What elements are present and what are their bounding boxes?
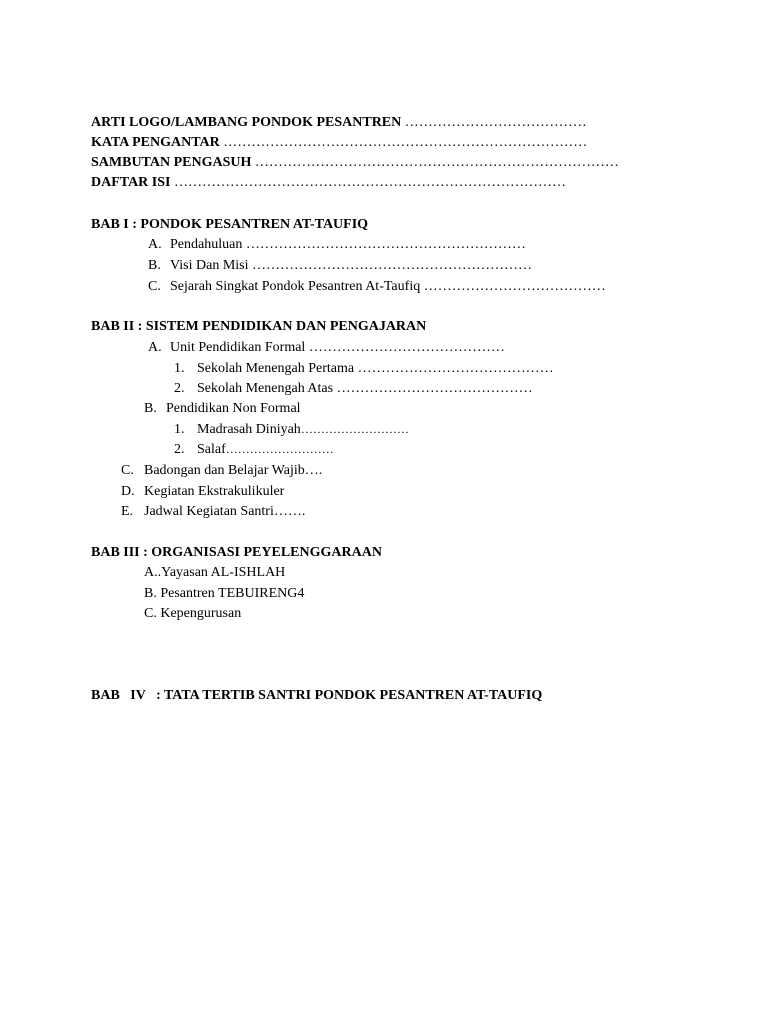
toc-entry-salaf [174, 443, 334, 457]
list-marker: 1. [174, 361, 185, 376]
chapter-heading-bab-4: BAB IV : TATA TERTIB SANTRI PONDOK PESANTREN AT-TAUFIQ [91, 688, 543, 703]
toc-entry-unit-formal [148, 341, 505, 355]
toc-entry-label: DAFTAR ISI [91, 175, 171, 190]
toc-dot-leader: ………………………………… [404, 115, 587, 130]
toc-entry-tebuireng: B. Pesantren TEBUIRENG4 [144, 586, 305, 601]
list-marker: C. [121, 463, 134, 478]
toc-entry-label: Pendidikan Non Formal [166, 401, 301, 416]
toc-entry-badongan [121, 464, 322, 478]
toc-entry-sejarah [148, 280, 606, 294]
toc-entry-label: Jadwal Kegiatan Santri [144, 504, 274, 519]
chapter-heading-bab-2: BAB II : SISTEM PENDIDIKAN DAN PENGAJARAN [91, 319, 427, 334]
toc-dot-leader: …………………………………… [308, 340, 505, 355]
toc-entry-pendahuluan [148, 238, 526, 252]
toc-entry-label: Visi Dan Misi [170, 258, 249, 273]
toc-dot-leader: ……………………… [225, 442, 334, 456]
toc-entry-label: Sekolah Menengah Atas [197, 381, 334, 396]
toc-dot-leader: …………………………………………………… [252, 258, 532, 273]
list-marker: A. [148, 340, 162, 355]
list-marker: B. [148, 258, 161, 273]
toc-entry-sma [174, 382, 533, 396]
toc-entry-visi-misi [148, 259, 532, 273]
toc-entry-ekstrakulikuler [121, 485, 284, 499]
toc-entry-yayasan: A..Yayasan AL-ISHLAH [144, 565, 286, 580]
toc-entry-label: Sejarah Singkat Pondok Pesantren At-Taufiq [170, 279, 421, 294]
toc-dot-leader: …………………………………………………………………… [254, 155, 619, 170]
chapter-heading-bab-1: BAB I : PONDOK PESANTREN AT-TAUFIQ [91, 217, 369, 232]
toc-dot-leader: …………………………………… [336, 381, 533, 396]
toc-entry-label: Salaf [197, 442, 226, 457]
toc-entry-label: Sekolah Menengah Pertama [197, 361, 355, 376]
toc-dot-leader: …………………………………………………… [245, 237, 526, 252]
toc-entry-label: SAMBUTAN PENGASUH [91, 155, 252, 170]
toc-entry-madrasah [174, 423, 409, 437]
toc-entry-label: Unit Pendidikan Formal [170, 340, 306, 355]
chapter-heading-bab-3: BAB III : ORGANISASI PEYELENGGARAAN [91, 545, 382, 560]
toc-entry-sambutan [91, 156, 619, 170]
toc-dot-leader: ……………………… [300, 422, 409, 436]
list-marker: 2. [174, 381, 185, 396]
toc-entry-label: Kegiatan Ekstrakulikuler [144, 484, 285, 499]
list-marker: E. [121, 504, 134, 519]
toc-entry-label: Pendahuluan [170, 237, 243, 252]
toc-entry-daftar-isi [91, 176, 566, 190]
toc-entry-smp [174, 362, 554, 376]
toc-entry-kata-pengantar [91, 136, 587, 150]
toc-entry-label: Badongan dan Belajar Wajib [144, 463, 305, 478]
list-marker: 2. [174, 442, 185, 457]
toc-dot-leader: ………………………………………………………………………… [173, 175, 566, 190]
toc-dot-leader: ………………………………… [423, 279, 606, 294]
list-marker: 1. [174, 422, 185, 437]
toc-entry-jadwal [121, 505, 305, 519]
toc-entry-non-formal [144, 402, 301, 416]
toc-dot-leader: …………………………………………………………………… [223, 135, 588, 150]
toc-entry-label: ARTI LOGO/LAMBANG PONDOK PESANTREN [91, 115, 402, 130]
list-marker: C. [148, 279, 161, 294]
list-marker: B. [144, 401, 157, 416]
list-marker: A. [148, 237, 162, 252]
toc-entry-label: KATA PENGANTAR [91, 135, 220, 150]
toc-dot-leader: …………………………………… [357, 361, 554, 376]
toc-dot-leader: …. [304, 463, 323, 478]
toc-entry-label: Madrasah Diniyah [197, 422, 301, 437]
list-marker: D. [121, 484, 135, 499]
toc-entry-arti-logo [91, 116, 587, 130]
toc-dot-leader: ……. [273, 504, 306, 519]
toc-entry-kepengurusan: C. Kepengurusan [144, 606, 242, 621]
